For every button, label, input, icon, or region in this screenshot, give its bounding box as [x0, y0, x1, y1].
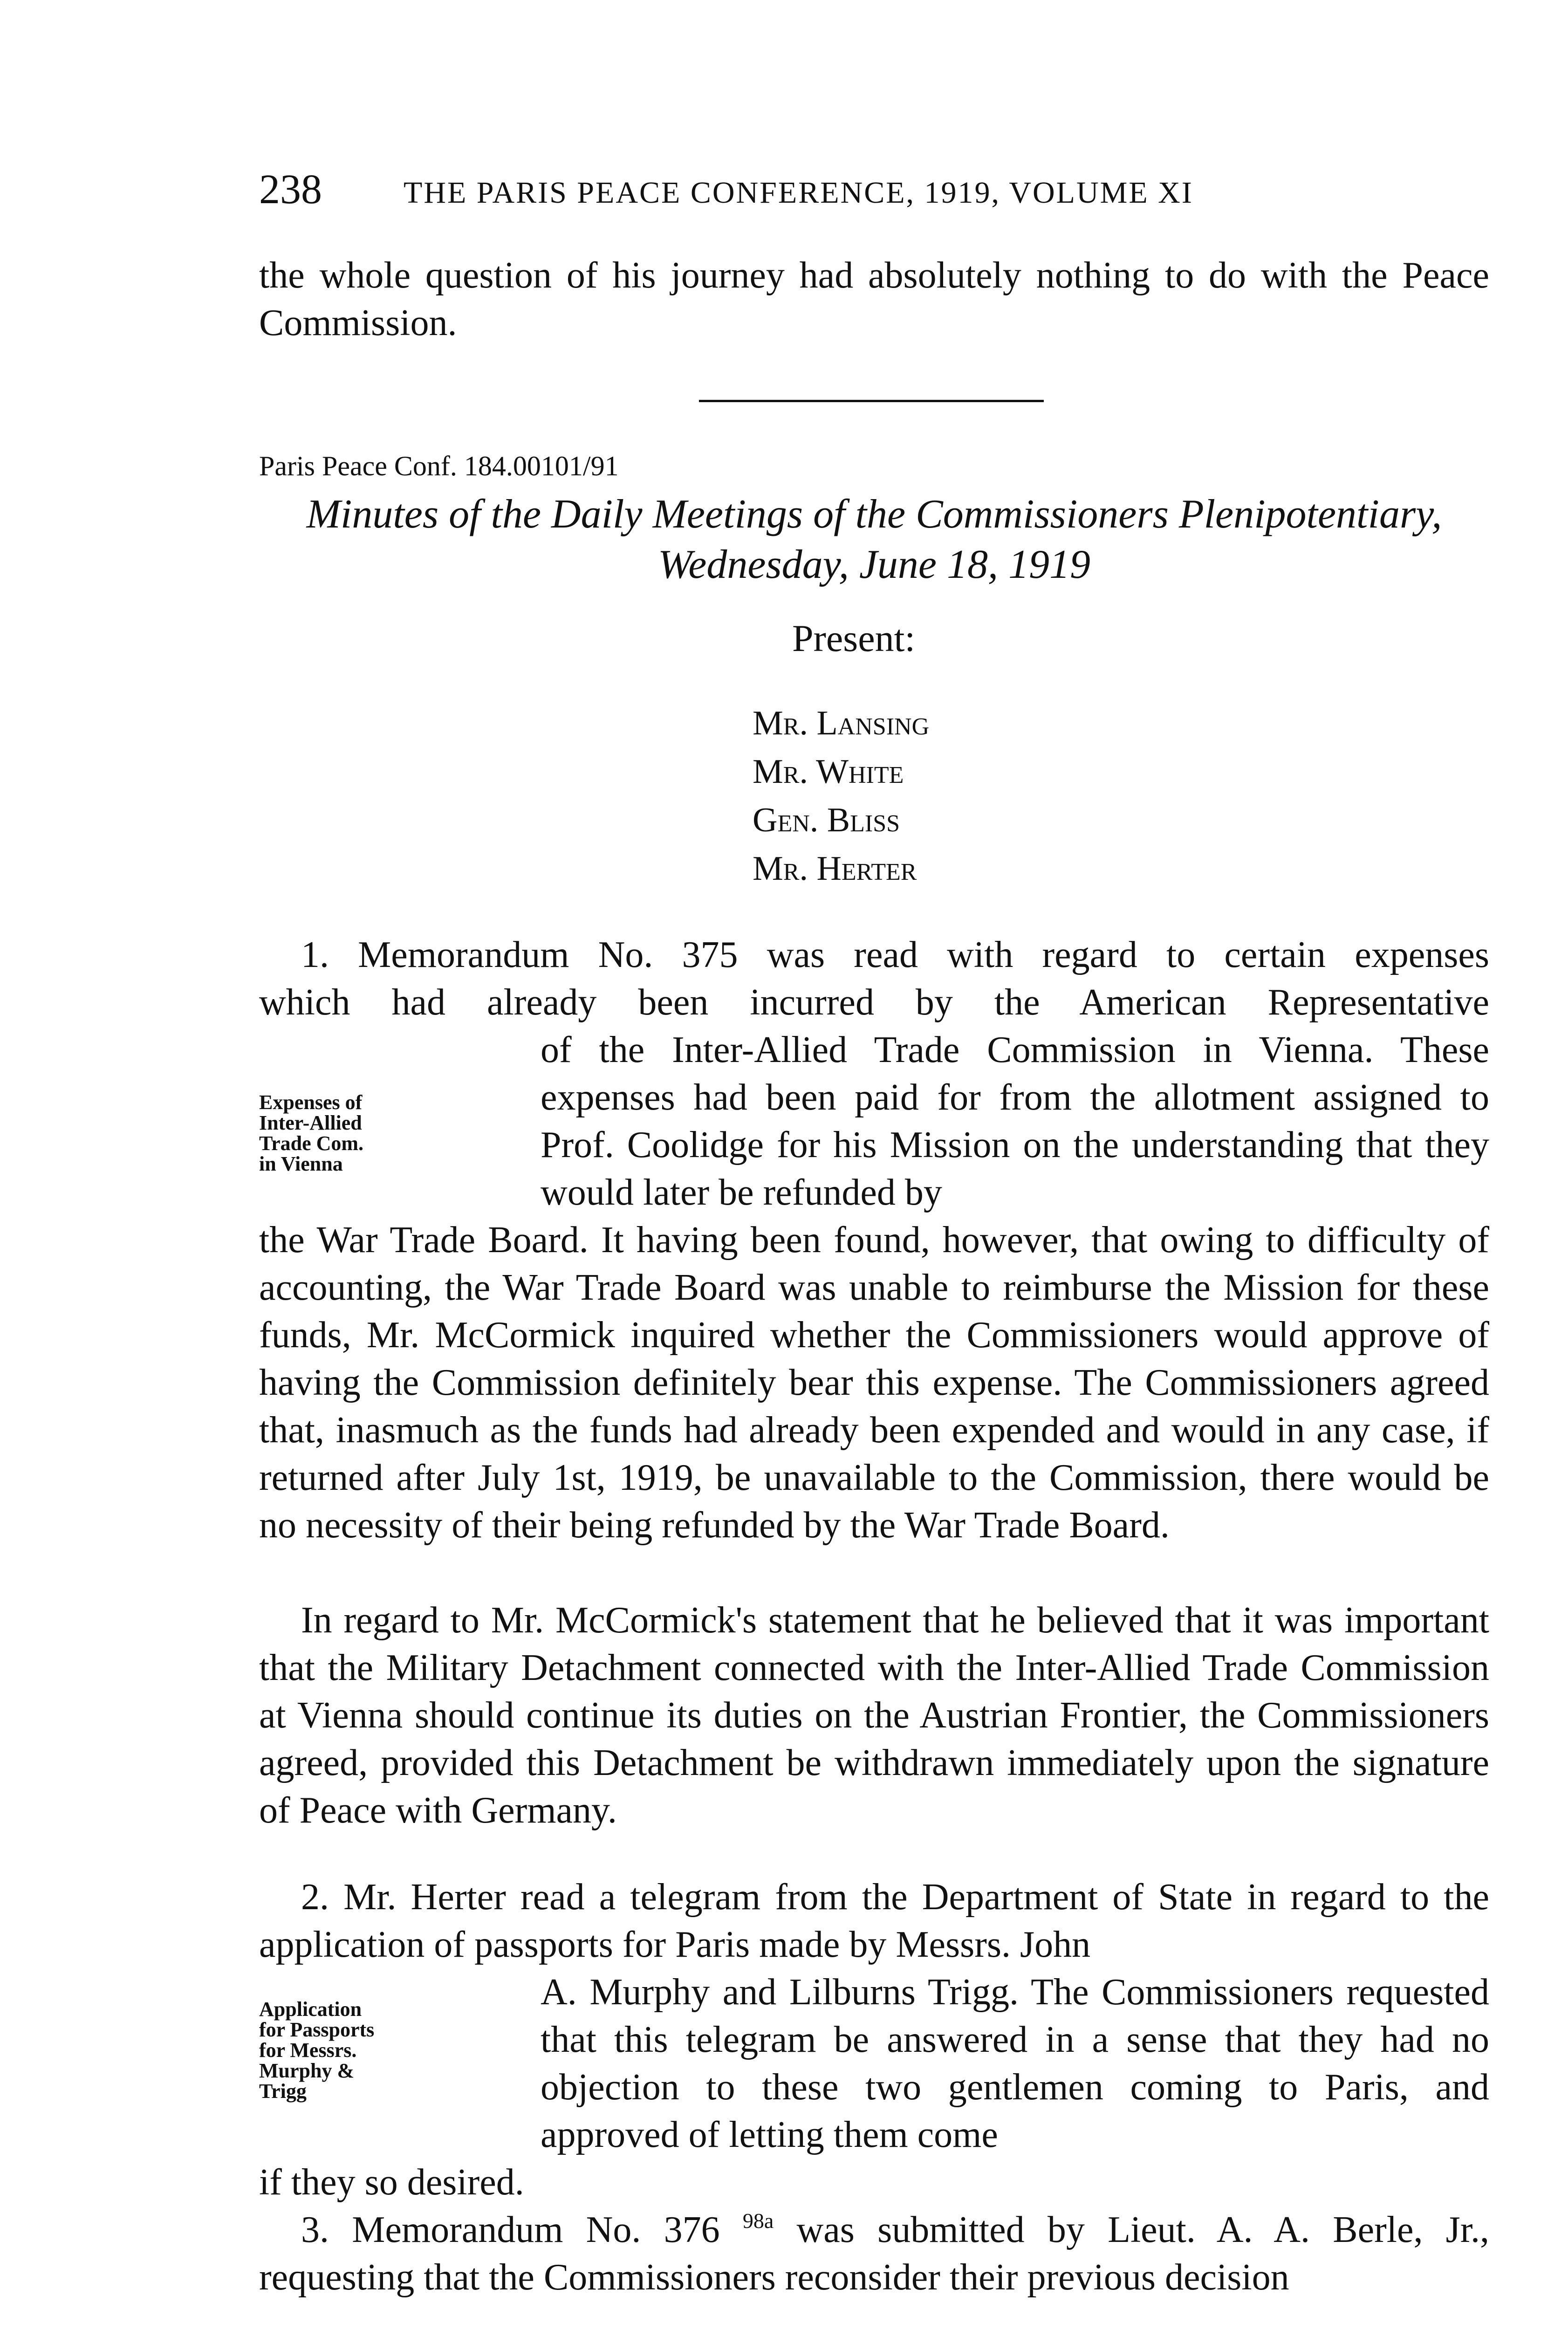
document-title-line1: Minutes of the Daily Meetings of the Commissioners Plenipotentiary,: [306, 492, 1442, 537]
item1-paragraph2: In regard to Mr. McCormick's statement that he believed that it was important that the Military Detachment connected with the Inter-Allied Trade Commission at Vienna should continue its duties on the Austrian Frontier, the Commissioners agreed, provided this Detachment be withdrawn immediately upon the signature of Peace with Germany.: [259, 1600, 1489, 1831]
item2-lead: 2. Mr. Herter read a telegram from the Department of State in regard to the application of passports for Paris made by Messrs. John: [259, 1877, 1489, 1965]
carryover-paragraph: the whole question of his journey had absolutely nothing to do with the Peace Commission.: [259, 255, 1489, 343]
running-title: THE PARIS PEACE CONFERENCE, 1919, VOLUME XI: [404, 176, 1193, 210]
attendee-list: [753, 699, 929, 893]
item1-paragraph-rest: the War Trade Board. It having been found, however, that owing to difficulty of accounting, the War Trade Board was unable to reimburse the Mission for these funds, Mr. McCormick inquired whether the Commissioners would approve of having the Commission definitely bear this expense. The Commissioners agreed that, inasmuch as the funds had already been expended and would in any case, if returned after July 1st, 1919, be unavailable to the Commission, there would be no necessity of their being refunded by the War Trade Board.: [259, 1220, 1489, 1546]
item1-line1: 1. Memorandum No. 375 was read with regard to certain expenses: [301, 934, 1489, 975]
item3-text-after: was submitted by Lieut. A. A. Berle, Jr., requesting that the Commissioners reconsider their previous decision: [259, 2209, 1490, 2298]
page-number: 238: [259, 166, 322, 212]
section-divider: [699, 400, 1044, 402]
attendee: Gen. Bliss: [753, 801, 900, 839]
present-label: Present:: [792, 617, 916, 659]
attendee: Mr. White: [753, 753, 904, 791]
attendee: Mr. Herter: [753, 850, 917, 888]
document-title-line2: Wednesday, June 18, 1919: [658, 542, 1090, 587]
attendee: Mr. Lansing: [753, 704, 930, 742]
document-title: [259, 489, 1489, 590]
sidenote-passports: Application for Passports for Messrs. Murphy & Trigg: [259, 1998, 375, 2103]
item2-wrapped-text: A. Murphy and Lilburns Trigg. The Commissioners requested that this telegram be answered in a sense that they had no objection to these two gentlemen coming to Paris, and approved of letting them come: [541, 1972, 1489, 2155]
item3-paragraph: [259, 2206, 1489, 2301]
item1-line2: which had already been incurred by the American Representative: [259, 982, 1489, 1023]
item3-text-before: 3. Memorandum No. 376: [301, 2209, 720, 2250]
item1-wrapped-text: of the Inter-Allied Trade Commission in Vienna. These expenses had been paid for from the allotment assigned to Prof. Coolidge for his Mission on the understanding that they would later be refunded by: [541, 1029, 1489, 1213]
item2-rest: if they so desired.: [259, 2162, 524, 2203]
sidenote-expenses: Expenses of Inter-Allied Trade Com. in Vienna: [259, 1091, 364, 1175]
running-head: [259, 164, 1517, 215]
footnote-reference[interactable]: 98a: [742, 2209, 774, 2233]
file-reference: Paris Peace Conf. 184.00101/91: [259, 451, 619, 481]
